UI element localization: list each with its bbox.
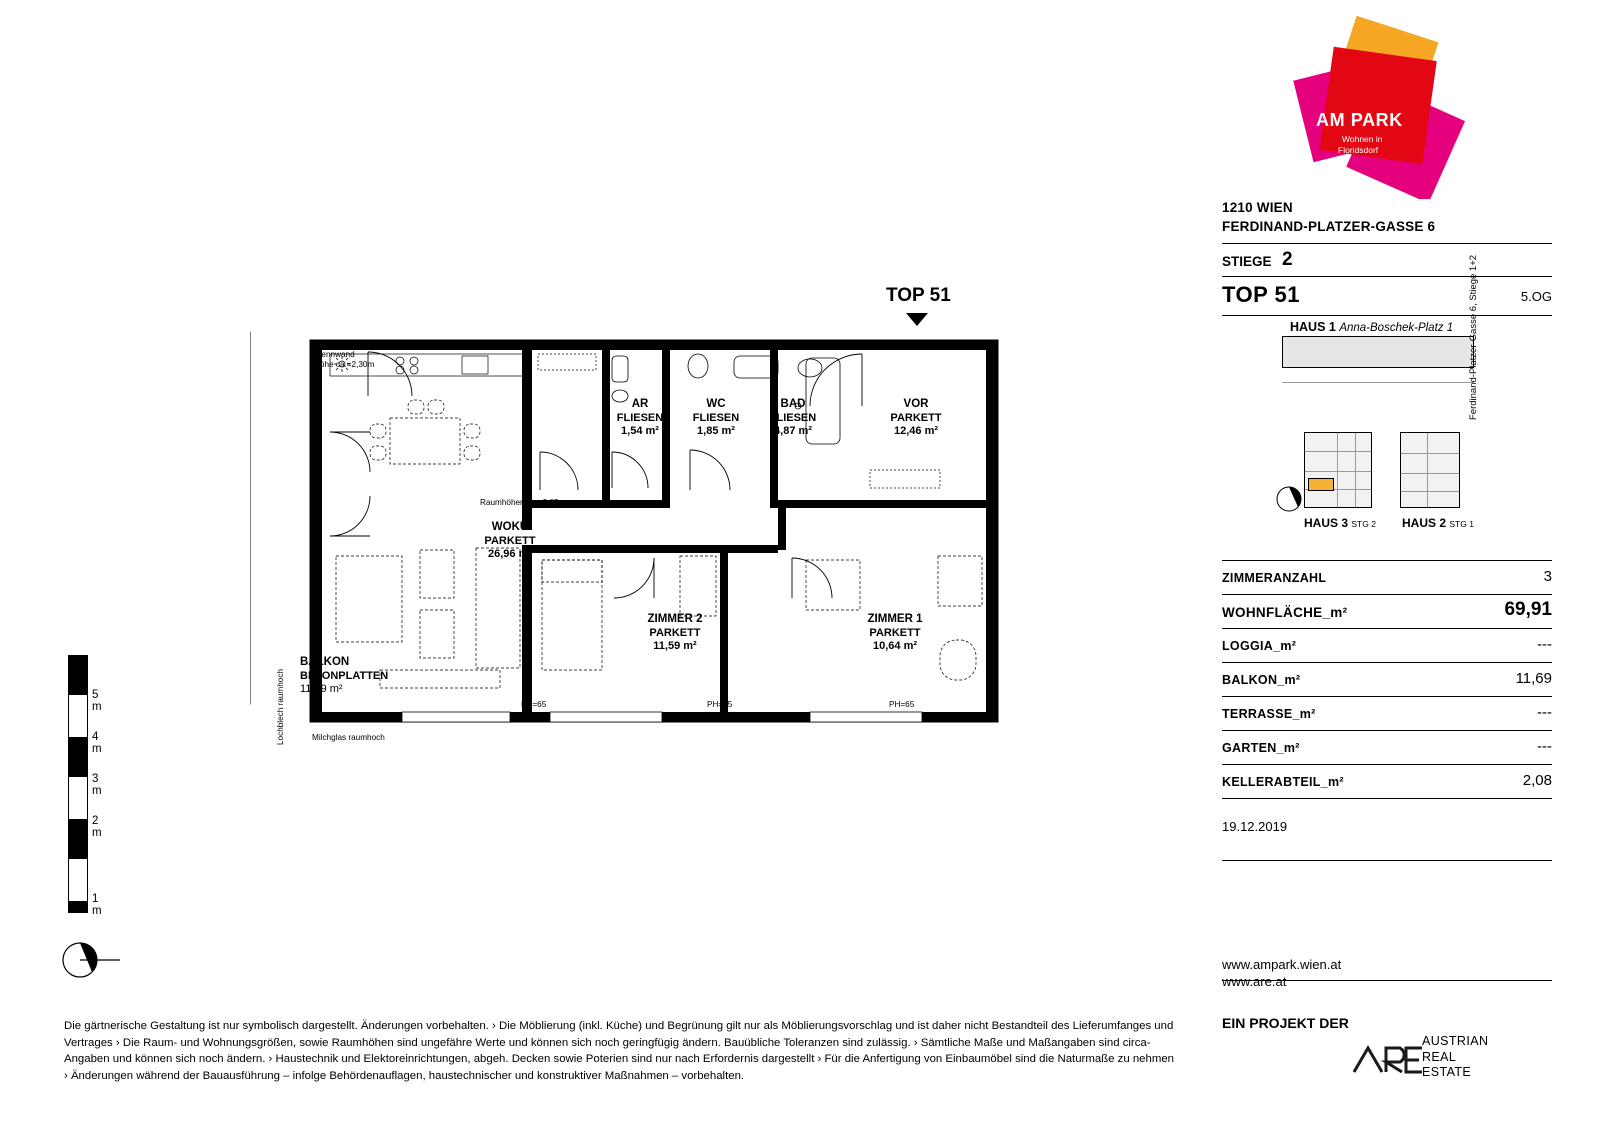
- room-name: VOR: [903, 398, 929, 410]
- compass-north-icon: [62, 938, 122, 988]
- room-name: BALKON: [300, 656, 350, 668]
- fact-key: BALKON_m²: [1222, 673, 1301, 687]
- disclaimer-text: Die gärtnerische Gestaltung ist nur symbolisch dargestellt. Änderungen vorbehalten. › Die Möblierung (inkl. Küche) und Begrünung gilt nur als Möblierungsvorschlag und ist daher nicht Bestandteil des Lieferumfanges und Vertrages › Die Raum- und Wohnungsgrößen, sowie Raumhöhen sind ungefähre Werte und können sich noch geringfügig ändern. Bauübliche Toleranzen sind zulässig. › Sämtliche Maße und Maßangaben sind circa-Angaben und können sich noch ändern. › Haustechnik und Elektoreinrichtungen, abgeh. Decken sowie Poterien sind nur nach Erfordernis dargestellt › Für die Anfertigung von Einbaumöbel sind die Naturmaße zu nehmen › Änderungen während der Bauausführung – infolge Behördenauflagen, haustechnischer und konstruktiver Maßnahmen – vorbehalten.: [64, 1020, 1174, 1082]
- fact-row: [1222, 560, 1552, 594]
- room-area: 11,69 m²: [300, 683, 343, 695]
- fact-key: WOHNFLÄCHE_m²: [1222, 605, 1348, 620]
- divider: [1222, 276, 1552, 277]
- room-name: AR: [631, 398, 649, 410]
- room-name: WC: [706, 398, 726, 410]
- scale-label-2m: 2 m: [92, 815, 102, 839]
- fact-row: [1222, 594, 1552, 628]
- room-name: BAD: [780, 398, 806, 410]
- siteplan-divider: [1282, 382, 1474, 383]
- stiege-value: 2: [1282, 249, 1293, 270]
- room-floor: FLIESEN: [769, 411, 817, 424]
- room-floor: PARKETT: [890, 411, 942, 424]
- stiege-row: [1222, 249, 1552, 279]
- fact-key: KELLERABTEIL_m²: [1222, 775, 1344, 789]
- siteplan-haus1-label: HAUS 1 Anna-Boschek-Platz 1: [1290, 320, 1454, 334]
- room-name: ZIMMER 2: [647, 613, 703, 625]
- note-trennwand: Trennwand Höhe ca.=2,30m: [314, 350, 375, 369]
- room-floor: FLIESEN: [616, 411, 664, 424]
- address-block: [1222, 198, 1552, 236]
- room-label-zimmer2: [630, 613, 720, 654]
- siteplan-building-haus3: [1304, 432, 1372, 508]
- room-floor: PARKETT: [484, 534, 536, 547]
- fact-value: ---: [1537, 738, 1552, 755]
- website-link-are[interactable]: www.are.at: [1222, 974, 1287, 989]
- logo-subtitle-2: Floridsdorf: [1338, 145, 1379, 155]
- siteplan-street-label: Ferdinand-Platzer-Gasse 6, Stiege 1+2: [1468, 254, 1479, 420]
- room-area: 1,54 m²: [621, 425, 659, 437]
- fact-value: ---: [1537, 704, 1552, 721]
- unit-row: [1222, 282, 1552, 318]
- fact-row-end: [1222, 798, 1552, 799]
- room-name: WOKÜ: [491, 521, 529, 533]
- room-area: 26,96 m²: [487, 548, 533, 560]
- address-line-1: 1210 WIEN: [1222, 200, 1293, 215]
- room-floor: PARKETT: [649, 626, 701, 639]
- scale-label-3m: 3 m: [92, 773, 102, 797]
- note-ph-2: PH=65: [707, 700, 733, 709]
- address-line-2: FERDINAND-PLATZER-GASSE 6: [1222, 219, 1436, 234]
- are-logo-text: [1422, 1034, 1488, 1081]
- fact-row: [1222, 764, 1552, 798]
- plan-top-label: TOP 51: [886, 285, 951, 306]
- note-ph-3: PH=65: [889, 700, 915, 709]
- scale-label-1m: 1 m: [92, 893, 102, 917]
- fact-row: [1222, 662, 1552, 696]
- plan-date: 19.12.2019: [1222, 819, 1288, 834]
- facts-table: [1222, 560, 1552, 799]
- siteplan-unit-highlight: [1308, 478, 1334, 491]
- info-panel: [1222, 0, 1600, 1131]
- fact-value: 11,69: [1515, 670, 1552, 687]
- fact-row: [1222, 628, 1552, 662]
- are-logo: [1352, 1032, 1552, 1094]
- scale-label-5m: 5 m: [92, 689, 102, 713]
- unit-title: TOP 51: [1222, 282, 1301, 307]
- note-raumhoehe: Raumhöhen ca.=2,65m: [480, 498, 566, 507]
- siteplan-building-haus1: [1282, 336, 1474, 368]
- siteplan-compass-icon: [1274, 484, 1304, 514]
- room-floor: BETONPLATTEN: [300, 669, 389, 682]
- divider: [1222, 860, 1552, 861]
- fact-row: [1222, 696, 1552, 730]
- are-line-2: REAL: [1422, 1049, 1457, 1064]
- room-label-zimmer1: [850, 613, 940, 654]
- room-label-vor: [880, 398, 952, 439]
- scale-bar: [68, 655, 108, 915]
- fact-row: [1222, 730, 1552, 764]
- fact-value: 2,08: [1522, 772, 1552, 789]
- fact-key: GARTEN_m²: [1222, 741, 1300, 755]
- room-area: 12,46 m²: [893, 425, 939, 437]
- fact-key: TERRASSE_m²: [1222, 707, 1316, 721]
- siteplan-haus2-label: HAUS 2 STG 1: [1402, 516, 1474, 530]
- note-lochblech: Lochblech raumhoch: [276, 668, 285, 745]
- room-label-bad: [762, 398, 824, 439]
- room-label-wokue: [470, 521, 550, 562]
- unit-floor: 5.OG: [1520, 289, 1552, 304]
- room-label-wc: [686, 398, 746, 439]
- note-milchglas: Milchglas raumhoch: [312, 733, 385, 742]
- fact-key: ZIMMERANZAHL: [1222, 571, 1327, 585]
- logo-subtitle-1: Wohnen in: [1342, 134, 1383, 144]
- website-links: [1222, 956, 1341, 990]
- fact-value: 69,91: [1504, 599, 1552, 620]
- room-floor: FLIESEN: [692, 411, 740, 424]
- room-name: ZIMMER 1: [867, 613, 923, 625]
- room-area: 11,59 m²: [653, 640, 697, 652]
- room-area: 1,85 m²: [697, 425, 735, 437]
- logo-title: AM PARK: [1316, 110, 1403, 130]
- am-park-logo: [1282, 14, 1482, 199]
- room-label-balkon: [300, 656, 396, 697]
- fact-value: 3: [1543, 568, 1552, 585]
- room-area: 4,87 m²: [774, 425, 812, 437]
- website-link-ampark[interactable]: www.ampark.wien.at: [1222, 957, 1342, 972]
- stiege-label: STIEGE: [1222, 254, 1272, 269]
- fact-value: ---: [1537, 636, 1552, 653]
- room-area: 10,64 m²: [872, 640, 918, 652]
- siteplan-haus3-label: HAUS 3 STG 2: [1304, 516, 1376, 530]
- are-line-1: AUSTRIAN: [1422, 1034, 1489, 1048]
- divider: [1222, 315, 1552, 316]
- room-label-ar: [610, 398, 670, 439]
- fact-key: LOGGIA_m²: [1222, 639, 1297, 653]
- divider: [1222, 243, 1552, 244]
- siteplan-building-haus2: [1400, 432, 1460, 508]
- room-floor: PARKETT: [869, 626, 921, 639]
- project-by-label: EIN PROJEKT DER: [1222, 1015, 1349, 1031]
- scale-label-4m: 4 m: [92, 731, 102, 755]
- note-ph-1: PH=65: [521, 700, 547, 709]
- are-line-3: ESTATE: [1422, 1065, 1472, 1079]
